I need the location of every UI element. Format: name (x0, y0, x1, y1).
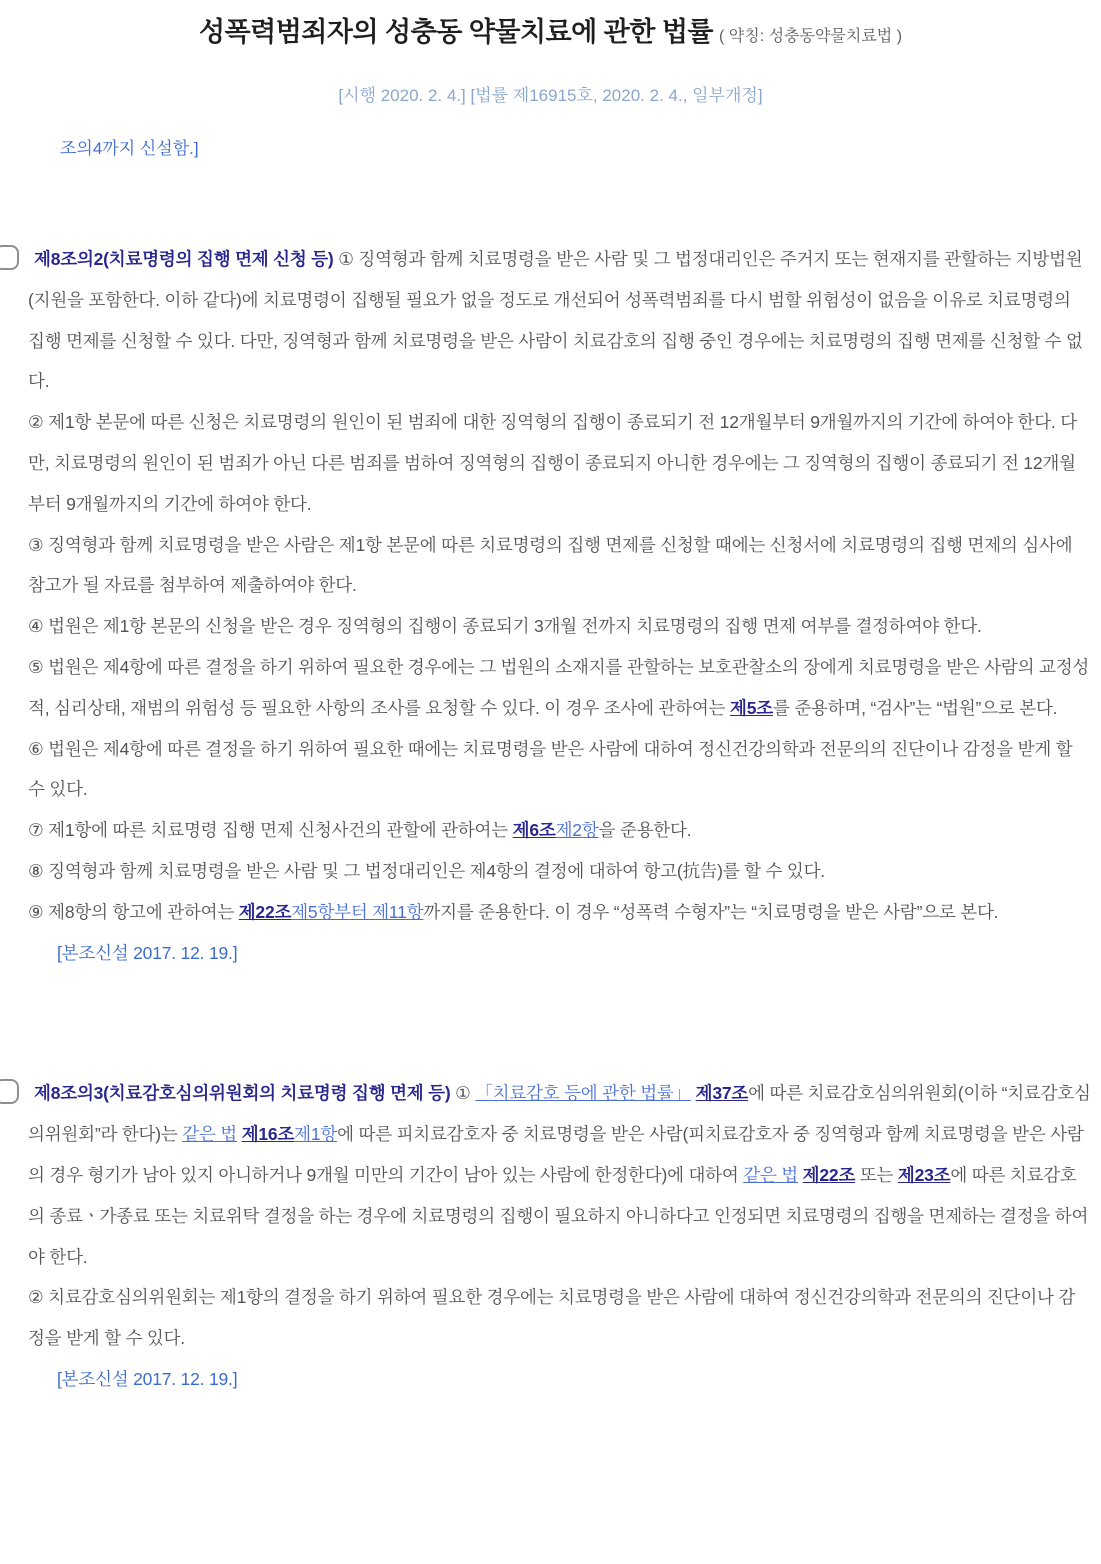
paragraph-text: ⑤ 법원은 제4항에 따른 결정을 하기 위하여 필요한 경우에는 그 법원의 소재지를 관할하는 보호관찰소의 장에게 치료명령을 받은 사람의 교정성적, 심리상태, 재범의 위험성 등 필요한 사항의 조사를 요청할 수 있다. 이 경우 조사에 관하여는 (28, 656, 1090, 718)
law-reference-link[interactable]: 제2항 (555, 820, 599, 841)
paragraph-text: ② 제1항 본문에 따른 신청은 치료명령의 원인이 된 범죄에 대한 징역형의 집행이 종료되기 전 12개월부터 9개월까지의 기간에 하여야 한다. 다만, 치료명령의 원인이 된 범죄가 아닌 다른 범죄를 범하여 징역형의 집행이 종료되지 아니한 경우에는 그 징역형의 집행이 종료되기 전 12개월부터 9개월까지의 기간에 하여야 한다. (28, 412, 1077, 514)
paragraph-text: ① 징역형과 함께 치료명령을 받은 사람 및 그 법정대리인은 주거지 또는 현재지를 관할하는 지방법원(지원을 포함한다. 이하 같다)에 치료명령이 집행될 필요가 없을 정도로 개선되어 성폭력범죄를 다시 범할 위험성이 없음을 이유로 치료명령의 집행 면제를 신청할 수 있다. 다만, 징역형과 함께 치료명령을 받은 사람이 치료감호의 집행 중인 경우에는 치료명령의 집행 면제를 신청할 수 없다. (28, 249, 1083, 392)
article-paragraph (28, 647, 1091, 729)
article-footnote: [본조신설 2017. 12. 19.] (57, 942, 238, 963)
amendment-note-fragment: 조의4까지 신설함.] (60, 139, 199, 158)
article-paragraph (28, 1073, 1091, 1277)
article-paragraph (28, 525, 1091, 607)
paragraph-text: 을 준용한다. (598, 820, 692, 841)
paragraph-text: 에 따른 피치료감호자 중 치료명령을 받은 사람(피치료감호자 중 징역형과 함께 치료명령을 받은 사람의 경우 형기가 남아 있지 아니하거나 9개월 미만의 기간이 남아 있는 사람에 한정한다)에 대하여 (28, 1124, 1084, 1185)
law-reference-link[interactable]: 「치료감호 등에 관한 법률」 (475, 1083, 691, 1104)
law-reference-link[interactable]: 제5항부터 제11항 (291, 901, 424, 922)
law-reference-link[interactable]: 제6조 (512, 820, 556, 841)
paragraph-text: ② 치료감호심의위원회는 제1항의 결정을 하기 위하여 필요한 경우에는 치료명령을 받은 사람에 대하여 정신건강의학과 전문의의 진단이나 감정을 받게 할 수 있다. (28, 1287, 1076, 1349)
paragraph-text: ⑥ 법원은 제4항에 따른 결정을 하기 위하여 필요한 때에는 치료명령을 받은 사람에 대하여 정신건강의학과 전문의의 진단이나 감정을 받게 할 수 있다. (28, 738, 1073, 800)
article-footnote: [본조신설 2017. 12. 19.] (57, 1368, 238, 1389)
law-reference-link[interactable]: 제16조 (241, 1124, 295, 1145)
law-reference-link[interactable]: 제22조 (802, 1164, 856, 1185)
paragraph-text: 에 따른 치료감호의 종료ㆍ가종료 또는 치료위탁 결정을 하는 경우에 치료명령의 집행이 필요하지 아니하다고 인정되면 치료명령의 집행을 면제하는 결정을 하여야 한다. (28, 1164, 1089, 1267)
paragraph-text: ① (455, 1083, 476, 1104)
law-reference-link[interactable]: 제1항 (294, 1124, 338, 1145)
article-select-checkbox[interactable] (0, 1079, 19, 1104)
doc-header (0, 0, 1101, 161)
article-8-3 (0, 1073, 1101, 1399)
article-title: 제8조의2(치료명령의 집행 면제 신청 등) (34, 249, 334, 269)
article-paragraph (28, 810, 1091, 851)
paragraph-text: 에 따른 치료감호심의위원회(이하 “치료감호심의위원회”라 한다)는 (28, 1083, 1091, 1145)
paragraph-text: ③ 징역형과 함께 치료명령을 받은 사람은 제1항 본문에 따른 치료명령의 집행 면제를 신청할 때에는 신청서에 치료명령의 집행 면제의 심사에 참고가 될 자료를 첨부하여 제출하여야 한다. (28, 534, 1073, 596)
article-paragraph (28, 729, 1091, 811)
article-paragraph (28, 1277, 1091, 1359)
law-title: 성폭력범죄자의 성충동 약물치료에 관한 법률 (198, 17, 714, 47)
article-select-checkbox[interactable] (0, 245, 19, 270)
doc-title-line (0, 14, 1101, 55)
law-reference-link[interactable]: 제23조 (897, 1164, 951, 1185)
paragraph-text: ⑨ 제8항의 항고에 관하여는 (28, 901, 239, 922)
paragraph-text: 를 준용하며, “검사”는 “법원”으로 본다. (772, 697, 1058, 718)
articles-container (0, 239, 1101, 1400)
article-paragraph (28, 851, 1091, 892)
paragraph-text: ⑦ 제1항에 따른 치료명령 집행 면제 신청사건의 관할에 관하여는 (28, 820, 513, 841)
article-title: 제8조의3(치료감호심의위원회의 치료명령 집행 면제 등) (34, 1083, 451, 1104)
enforcement-info: [시행 2020. 2. 4.] [법률 제16915호, 2020. 2. 4., 일부개정] (338, 86, 763, 105)
article-paragraph (28, 402, 1091, 524)
law-reference-link[interactable]: 제22조 (238, 901, 292, 922)
article-8-2 (0, 239, 1101, 973)
article-paragraph (28, 239, 1091, 402)
law-reference-link[interactable]: 같은 법 (182, 1124, 238, 1145)
paragraph-text: ⑧ 징역형과 함께 치료명령을 받은 사람 및 그 법정대리인은 제4항의 결정에 대하여 항고(抗告)를 할 수 있다. (28, 860, 825, 881)
article-paragraph (28, 892, 1091, 933)
law-reference-link[interactable]: 제5조 (730, 697, 773, 718)
paragraph-text: ④ 법원은 제1항 본문의 신청을 받은 경우 징역형의 집행이 종료되기 3개월 전까지 치료명령의 집행 면제 여부를 결정하여야 한다. (28, 616, 982, 637)
law-abbreviation: ( 약칭: 성충동약물치료법 ) (719, 28, 903, 45)
paragraph-text: 또는 (855, 1164, 898, 1185)
article-paragraph (28, 606, 1091, 647)
law-reference-link[interactable]: 제37조 (695, 1083, 749, 1104)
law-reference-link[interactable]: 같은 법 (743, 1164, 798, 1185)
paragraph-text: 까지를 준용한다. 이 경우 “성폭력 수형자”는 “치료명령을 받은 사람”으로 본다. (423, 901, 999, 922)
